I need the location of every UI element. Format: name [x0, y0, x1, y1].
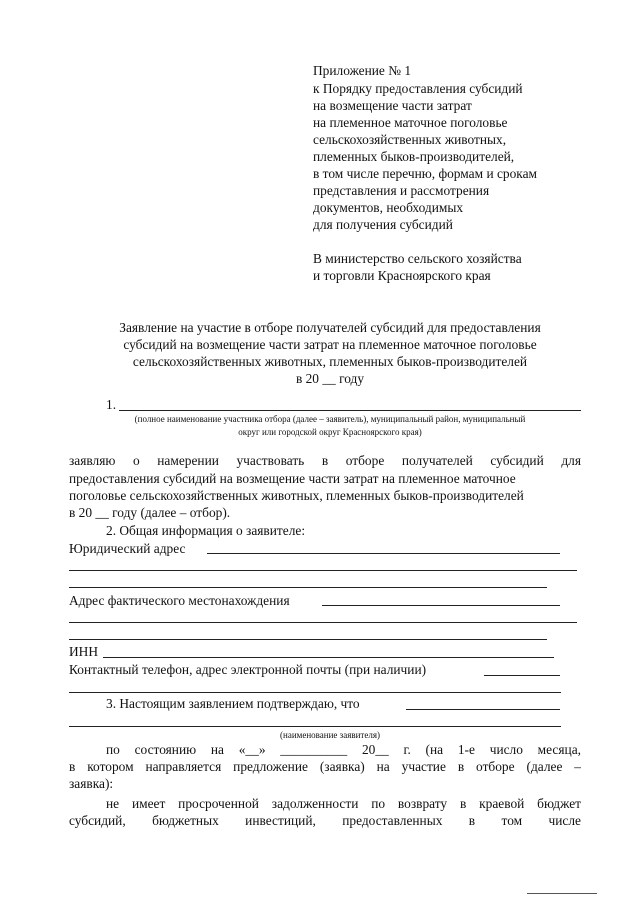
appendix-line: документов, необходимых: [313, 200, 464, 215]
title-line: Заявление на участие в отборе получателей субсидий для предоставления: [119, 320, 541, 335]
actual-address-field[interactable]: [322, 605, 560, 606]
title-line: субсидий на возмещение части затрат на племенное маточное поголовье: [123, 337, 537, 352]
section3-heading: 3. Настоящим заявлением подтверждаю, что: [106, 696, 360, 711]
inn-label: ИНН: [69, 644, 99, 659]
state-line: заявка):: [69, 776, 114, 791]
actual-address-field-line3[interactable]: [69, 639, 547, 640]
appendix-line: сельскохозяйственных животных,: [313, 132, 507, 147]
applicant-caption: (наименование заявителя): [280, 730, 380, 740]
addressee-line: и торговли Красноярского края: [313, 268, 491, 283]
appendix-line: для получения субсидий: [313, 217, 453, 232]
appendix-line: к Порядку предоставления субсидий: [313, 81, 523, 96]
debt-line: субсидий, бюджетных инвестиций, предоставленных в том числе: [69, 813, 581, 828]
applicant-name-field-s3-line2[interactable]: [69, 726, 561, 727]
footer-rule: [527, 893, 597, 894]
addressee-line: В министерство сельского хозяйства: [313, 251, 522, 266]
actual-address-label: Адрес фактического местонахождения: [69, 593, 290, 608]
appendix-line: Приложение № 1: [313, 63, 412, 78]
appendix-line: в том числе перечню, формам и срокам: [313, 166, 538, 181]
applicant-name-caption: округ или городской округ Красноярского края): [238, 427, 422, 437]
state-line: по состоянию на «__» __________ 20__ г. (на 1-е число месяца,: [106, 742, 581, 757]
appendix-line: племенных быков-производителей,: [313, 149, 515, 164]
appendix-line: представления и рассмотрения: [313, 183, 490, 198]
appendix-line: на возмещение части затрат: [313, 98, 472, 113]
applicant-name-field-s3[interactable]: [406, 709, 560, 710]
legal-address-field[interactable]: [207, 553, 560, 554]
actual-address-field-line2[interactable]: [69, 622, 577, 623]
section1-number: 1.: [106, 397, 117, 412]
body-line: предоставления субсидий на возмещение части затрат на племенное маточное: [69, 471, 516, 486]
contact-label: Контактный телефон, адрес электронной почты (при наличии): [69, 662, 427, 677]
appendix-line: на племенное маточное поголовье: [313, 115, 508, 130]
legal-address-field-line3[interactable]: [69, 587, 547, 588]
debt-line: не имеет просроченной задолженности по возврату в краевой бюджет: [106, 796, 581, 811]
body-line: заявляю о намерении участвовать в отборе получателей субсидий для: [69, 453, 581, 468]
inn-field[interactable]: [103, 657, 554, 658]
body-line: в 20 __ году (далее – отбор).: [69, 505, 231, 520]
applicant-name-caption: (полное наименование участника отбора (далее – заявитель), муниципальный район, муниципальный: [134, 414, 526, 424]
applicant-name-field[interactable]: [119, 410, 581, 411]
legal-address-label: Юридический адрес: [69, 541, 186, 556]
contact-field[interactable]: [484, 675, 560, 676]
body-line: поголовье сельскохозяйственных животных, племенных быков-производителей: [69, 488, 524, 503]
legal-address-field-line2[interactable]: [69, 570, 577, 571]
title-line: сельскохозяйственных животных, племенных быков-производителей: [132, 354, 528, 369]
contact-field-line2[interactable]: [69, 692, 561, 693]
state-line: в котором направляется предложение (заявка) на участие в отборе (далее –: [69, 759, 581, 774]
section2-heading: 2. Общая информация о заявителе:: [106, 523, 306, 538]
title-line: в 20 __ году: [295, 371, 365, 386]
